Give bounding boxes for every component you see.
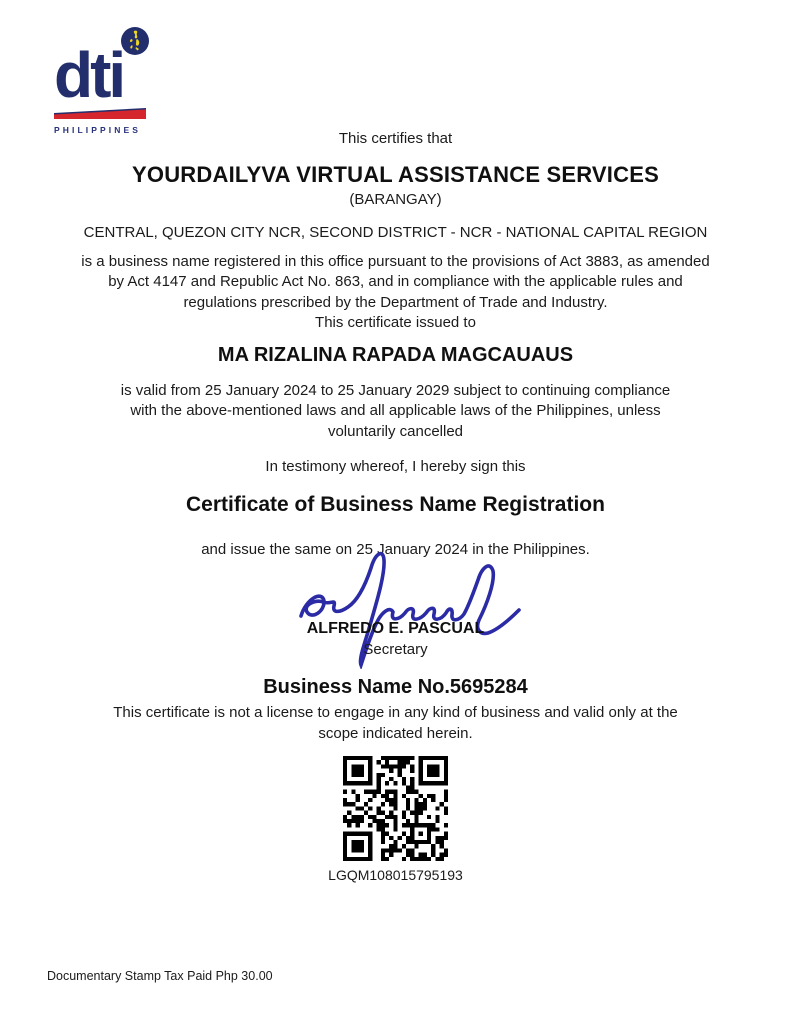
validity-line: with the above-mentioned laws and all applicable laws of the Philippines, unless: [130, 402, 661, 419]
qr-code: [46, 756, 746, 861]
validity-clause: [46, 381, 746, 443]
registration-clause-line: regulations prescribed by the Department of Trade and Industry.: [183, 293, 608, 311]
signatory-role: Secretary: [363, 641, 428, 658]
business-address: CENTRAL, QUEZON CITY NCR, SECOND DISTRICT - NCR - NATIONAL CAPITAL REGION: [83, 224, 708, 241]
business-name-number: Business Name No.5695284: [263, 676, 528, 698]
issued-to-label: This certificate issued to: [315, 314, 476, 331]
qr-reference-code: LGQM108015795193: [328, 867, 463, 883]
disclaimer-line: This certificate is not a license to engage in any kind of business and valid only at the: [113, 704, 678, 721]
stamp-tax-note: Documentary Stamp Tax Paid Php 30.00: [47, 969, 273, 983]
registration-clause-line: by Act 4147 and Republic Act No. 863, and in compliance with the applicable rules and: [108, 273, 683, 290]
dti-wordmark: dti: [54, 39, 124, 111]
validity-line: voluntarily cancelled: [327, 422, 464, 440]
dti-logo-caption: PHILIPPINES: [54, 125, 142, 135]
certificate-content: [46, 129, 746, 884]
signatory-name: ALFREDO E. PASCUAL: [306, 620, 485, 637]
registration-clause-line: is a business name registered in this office pursuant to the provisions of Act 3883, as amended: [81, 252, 710, 270]
philippines-globe-icon: [120, 26, 150, 61]
business-name-heading: YOURDAILYVA VIRTUAL ASSISTANCE SERVICES: [132, 161, 659, 187]
registration-clause: [46, 252, 746, 334]
signature-block: [46, 560, 746, 660]
disclaimer-line: scope indicated herein.: [318, 724, 473, 742]
owner-name: MA RIZALINA RAPADA MAGCAUAUS: [217, 343, 574, 366]
certificate-title: Certificate of Business Name Registration: [186, 492, 605, 516]
scope-label: (BARANGAY): [349, 190, 442, 208]
dti-logo: [54, 28, 148, 135]
issue-date-line: and issue the same on 25 January 2024 in the Philippines.: [201, 540, 590, 558]
disclaimer: [46, 703, 746, 744]
testimony-line: In testimony whereof, I hereby sign this: [265, 458, 526, 475]
validity-line: is valid from 25 January 2024 to 25 January 2029 subject to continuing compliance: [120, 381, 671, 399]
dti-logo-mark: [54, 28, 148, 111]
certifies-intro: This certifies that: [338, 130, 453, 147]
